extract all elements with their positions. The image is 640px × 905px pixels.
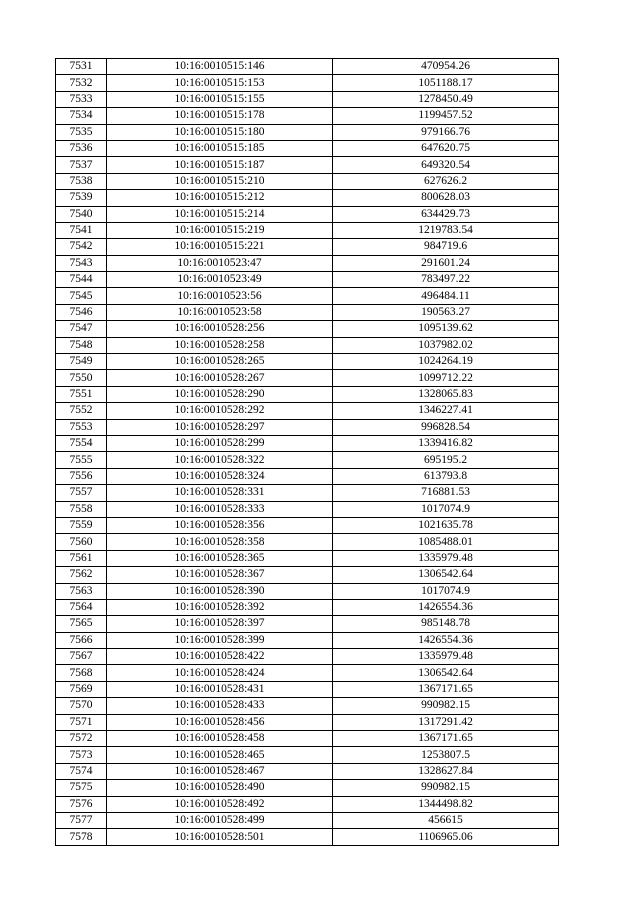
table-row (56, 206, 559, 222)
table-row (56, 517, 559, 533)
value-cell: 1095139.62 (333, 321, 559, 337)
row-number-cell: 7546 (56, 304, 107, 320)
value-cell: 1346227.41 (333, 403, 559, 419)
value-cell: 1037982.02 (333, 337, 559, 353)
row-number-cell: 7531 (56, 59, 107, 75)
cadastral-number-cell: 10:16:0010515:214 (107, 206, 333, 222)
row-number-cell: 7564 (56, 599, 107, 615)
table-row (56, 222, 559, 238)
row-number-cell: 7556 (56, 468, 107, 484)
table-row (56, 485, 559, 501)
row-number-cell: 7574 (56, 763, 107, 779)
table-row (56, 501, 559, 517)
row-number-cell: 7554 (56, 435, 107, 451)
cadastral-number-cell: 10:16:0010528:267 (107, 370, 333, 386)
table-row (56, 354, 559, 370)
value-cell: 990982.15 (333, 698, 559, 714)
cadastral-number-cell: 10:16:0010515:212 (107, 190, 333, 206)
row-number-cell: 7543 (56, 255, 107, 271)
cadastral-number-cell: 10:16:0010528:392 (107, 599, 333, 615)
table-row (56, 567, 559, 583)
value-cell: 627626.2 (333, 173, 559, 189)
value-cell: 979166.76 (333, 124, 559, 140)
cadastral-number-cell: 10:16:0010523:56 (107, 288, 333, 304)
table-row (56, 681, 559, 697)
table-row (56, 714, 559, 730)
cadastral-number-cell: 10:16:0010528:422 (107, 649, 333, 665)
table-row (56, 370, 559, 386)
row-number-cell: 7558 (56, 501, 107, 517)
cadastral-number-cell: 10:16:0010528:297 (107, 419, 333, 435)
table-row (56, 108, 559, 124)
value-cell: 613793.8 (333, 468, 559, 484)
value-cell: 695195.2 (333, 452, 559, 468)
data-table (55, 58, 559, 846)
table-row (56, 272, 559, 288)
cadastral-number-cell: 10:16:0010515:210 (107, 173, 333, 189)
table-row (56, 419, 559, 435)
row-number-cell: 7571 (56, 714, 107, 730)
cadastral-number-cell: 10:16:0010528:433 (107, 698, 333, 714)
row-number-cell: 7551 (56, 386, 107, 402)
row-number-cell: 7568 (56, 665, 107, 681)
table-body (56, 59, 559, 846)
value-cell: 1328065.83 (333, 386, 559, 402)
cadastral-number-cell: 10:16:0010528:490 (107, 780, 333, 796)
value-cell: 1335979.48 (333, 649, 559, 665)
table-row (56, 386, 559, 402)
cadastral-number-cell: 10:16:0010528:367 (107, 567, 333, 583)
cadastral-number-cell: 10:16:0010528:333 (107, 501, 333, 517)
cadastral-number-cell: 10:16:0010515:221 (107, 239, 333, 255)
cadastral-number-cell: 10:16:0010515:185 (107, 140, 333, 156)
cadastral-number-cell: 10:16:0010528:290 (107, 386, 333, 402)
value-cell: 1085488.01 (333, 534, 559, 550)
value-cell: 470954.26 (333, 59, 559, 75)
cadastral-number-cell: 10:16:0010515:146 (107, 59, 333, 75)
value-cell: 800628.03 (333, 190, 559, 206)
row-number-cell: 7541 (56, 222, 107, 238)
row-number-cell: 7538 (56, 173, 107, 189)
cadastral-number-cell: 10:16:0010528:265 (107, 354, 333, 370)
table-row (56, 239, 559, 255)
table-row (56, 255, 559, 271)
table-row (56, 190, 559, 206)
cadastral-number-cell: 10:16:0010523:47 (107, 255, 333, 271)
value-cell: 1024264.19 (333, 354, 559, 370)
value-cell: 1199457.52 (333, 108, 559, 124)
row-number-cell: 7566 (56, 632, 107, 648)
value-cell: 1306542.64 (333, 665, 559, 681)
value-cell: 1328627.84 (333, 763, 559, 779)
cadastral-number-cell: 10:16:0010528:492 (107, 796, 333, 812)
table-row (56, 632, 559, 648)
table-row (56, 157, 559, 173)
cadastral-number-cell: 10:16:0010528:365 (107, 550, 333, 566)
row-number-cell: 7550 (56, 370, 107, 386)
cadastral-number-cell: 10:16:0010528:399 (107, 632, 333, 648)
value-cell: 1051188.17 (333, 75, 559, 91)
row-number-cell: 7573 (56, 747, 107, 763)
row-number-cell: 7537 (56, 157, 107, 173)
value-cell: 496484.11 (333, 288, 559, 304)
cadastral-number-cell: 10:16:0010528:397 (107, 616, 333, 632)
row-number-cell: 7552 (56, 403, 107, 419)
table-row (56, 124, 559, 140)
value-cell: 1367171.65 (333, 681, 559, 697)
row-number-cell: 7553 (56, 419, 107, 435)
row-number-cell: 7542 (56, 239, 107, 255)
cadastral-number-cell: 10:16:0010515:187 (107, 157, 333, 173)
value-cell: 1426554.36 (333, 632, 559, 648)
value-cell: 1426554.36 (333, 599, 559, 615)
cadastral-number-cell: 10:16:0010515:178 (107, 108, 333, 124)
table-row (56, 321, 559, 337)
value-cell: 456615 (333, 812, 559, 828)
value-cell: 1106965.06 (333, 829, 559, 845)
row-number-cell: 7563 (56, 583, 107, 599)
cadastral-number-cell: 10:16:0010528:456 (107, 714, 333, 730)
cadastral-number-cell: 10:16:0010528:358 (107, 534, 333, 550)
cadastral-number-cell: 10:16:0010528:499 (107, 812, 333, 828)
table-row (56, 599, 559, 615)
cadastral-number-cell: 10:16:0010528:256 (107, 321, 333, 337)
row-number-cell: 7544 (56, 272, 107, 288)
value-cell: 1021635.78 (333, 517, 559, 533)
table-row (56, 140, 559, 156)
table-row (56, 698, 559, 714)
row-number-cell: 7536 (56, 140, 107, 156)
cadastral-number-cell: 10:16:0010515:153 (107, 75, 333, 91)
table-row (56, 288, 559, 304)
value-cell: 1017074.9 (333, 583, 559, 599)
table-row (56, 468, 559, 484)
table-row (56, 583, 559, 599)
value-cell: 996828.54 (333, 419, 559, 435)
row-number-cell: 7567 (56, 649, 107, 665)
value-cell: 1367171.65 (333, 731, 559, 747)
value-cell: 716881.53 (333, 485, 559, 501)
value-cell: 1219783.54 (333, 222, 559, 238)
cadastral-number-cell: 10:16:0010528:292 (107, 403, 333, 419)
row-number-cell: 7559 (56, 517, 107, 533)
table-row (56, 91, 559, 107)
row-number-cell: 7570 (56, 698, 107, 714)
value-cell: 1339416.82 (333, 435, 559, 451)
cadastral-number-cell: 10:16:0010528:431 (107, 681, 333, 697)
row-number-cell: 7569 (56, 681, 107, 697)
row-number-cell: 7533 (56, 91, 107, 107)
row-number-cell: 7575 (56, 780, 107, 796)
row-number-cell: 7572 (56, 731, 107, 747)
cadastral-number-cell: 10:16:0010523:58 (107, 304, 333, 320)
table-row (56, 649, 559, 665)
value-cell: 1278450.49 (333, 91, 559, 107)
value-cell: 1344498.82 (333, 796, 559, 812)
row-number-cell: 7535 (56, 124, 107, 140)
value-cell: 1306542.64 (333, 567, 559, 583)
row-number-cell: 7562 (56, 567, 107, 583)
value-cell: 1317291.42 (333, 714, 559, 730)
cadastral-number-cell: 10:16:0010528:390 (107, 583, 333, 599)
value-cell: 1099712.22 (333, 370, 559, 386)
cadastral-number-cell: 10:16:0010528:467 (107, 763, 333, 779)
cadastral-number-cell: 10:16:0010528:299 (107, 435, 333, 451)
row-number-cell: 7565 (56, 616, 107, 632)
table-row (56, 173, 559, 189)
value-cell: 649320.54 (333, 157, 559, 173)
row-number-cell: 7561 (56, 550, 107, 566)
cadastral-number-cell: 10:16:0010515:155 (107, 91, 333, 107)
cadastral-number-cell: 10:16:0010528:465 (107, 747, 333, 763)
row-number-cell: 7560 (56, 534, 107, 550)
cadastral-number-cell: 10:16:0010528:322 (107, 452, 333, 468)
cadastral-number-cell: 10:16:0010528:458 (107, 731, 333, 747)
table-row (56, 763, 559, 779)
value-cell: 985148.78 (333, 616, 559, 632)
value-cell: 990982.15 (333, 780, 559, 796)
value-cell: 783497.22 (333, 272, 559, 288)
cadastral-number-cell: 10:16:0010528:356 (107, 517, 333, 533)
table-row (56, 403, 559, 419)
table-row (56, 534, 559, 550)
table-row (56, 337, 559, 353)
cadastral-number-cell: 10:16:0010528:424 (107, 665, 333, 681)
table-row (56, 452, 559, 468)
cadastral-number-cell: 10:16:0010528:258 (107, 337, 333, 353)
table-row (56, 829, 559, 845)
table-row (56, 812, 559, 828)
value-cell: 1017074.9 (333, 501, 559, 517)
row-number-cell: 7532 (56, 75, 107, 91)
table-row (56, 747, 559, 763)
table-row (56, 75, 559, 91)
row-number-cell: 7557 (56, 485, 107, 501)
value-cell: 634429.73 (333, 206, 559, 222)
cadastral-number-cell: 10:16:0010523:49 (107, 272, 333, 288)
row-number-cell: 7555 (56, 452, 107, 468)
row-number-cell: 7577 (56, 812, 107, 828)
row-number-cell: 7549 (56, 354, 107, 370)
table-row (56, 665, 559, 681)
value-cell: 1253807.5 (333, 747, 559, 763)
cadastral-number-cell: 10:16:0010528:501 (107, 829, 333, 845)
table-row (56, 550, 559, 566)
cadastral-number-cell: 10:16:0010528:331 (107, 485, 333, 501)
row-number-cell: 7545 (56, 288, 107, 304)
value-cell: 647620.75 (333, 140, 559, 156)
row-number-cell: 7576 (56, 796, 107, 812)
table-row (56, 435, 559, 451)
value-cell: 1335979.48 (333, 550, 559, 566)
cadastral-number-cell: 10:16:0010515:180 (107, 124, 333, 140)
row-number-cell: 7534 (56, 108, 107, 124)
cadastral-number-cell: 10:16:0010515:219 (107, 222, 333, 238)
row-number-cell: 7540 (56, 206, 107, 222)
row-number-cell: 7539 (56, 190, 107, 206)
table-row (56, 731, 559, 747)
value-cell: 190563.27 (333, 304, 559, 320)
value-cell: 291601.24 (333, 255, 559, 271)
table-row (56, 616, 559, 632)
row-number-cell: 7548 (56, 337, 107, 353)
cadastral-number-cell: 10:16:0010528:324 (107, 468, 333, 484)
row-number-cell: 7578 (56, 829, 107, 845)
table-row (56, 59, 559, 75)
table-row (56, 304, 559, 320)
table-row (56, 780, 559, 796)
table-row (56, 796, 559, 812)
value-cell: 984719.6 (333, 239, 559, 255)
row-number-cell: 7547 (56, 321, 107, 337)
